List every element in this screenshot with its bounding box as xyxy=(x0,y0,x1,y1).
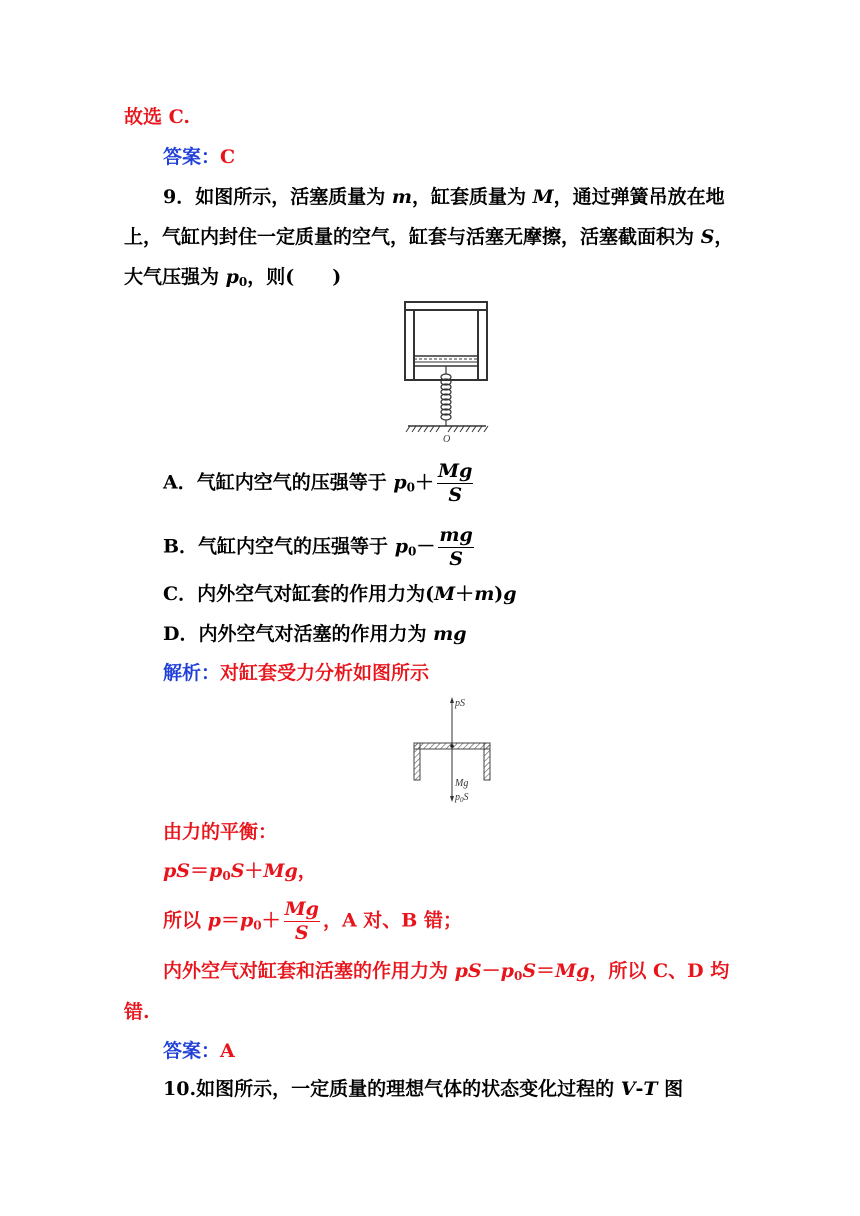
option-a-p: p xyxy=(393,471,407,494)
option-c-close: ) xyxy=(494,583,504,605)
q9-text: ，则( ) xyxy=(247,266,342,288)
eq2-equals: ＝ xyxy=(220,909,240,932)
q10-number: 10 xyxy=(163,1078,190,1100)
arrowhead-up xyxy=(450,697,454,703)
p0s-s: S xyxy=(463,792,469,803)
fraction-denominator: S xyxy=(294,922,309,944)
q9-subscript: 0 xyxy=(238,275,248,289)
answer-label: 答案： xyxy=(163,1040,221,1062)
equation-1 xyxy=(163,862,317,881)
cylinder-spring-figure xyxy=(400,298,492,446)
concl-tail: ，所以 C、D 均 xyxy=(589,960,730,982)
q9-answer xyxy=(163,1042,235,1061)
option-c-text: C．内外空气对缸套的作用力为( xyxy=(163,583,435,605)
option-c-M: M xyxy=(434,583,456,605)
arrowhead-down xyxy=(450,796,454,802)
option-a-fraction xyxy=(437,462,473,505)
concl-ps: pS xyxy=(454,960,482,982)
option-b-text: B．气缸内空气的压强等于 xyxy=(163,535,395,558)
eq1-mg: Mg xyxy=(263,860,298,882)
center-point xyxy=(450,744,454,748)
q9-var-S: S xyxy=(700,226,715,248)
concl-equals: ＝ xyxy=(536,960,556,982)
ground-hatch xyxy=(406,426,488,432)
q9-text: ，通过弹簧吊放在地 xyxy=(553,186,725,208)
eq2-suffix: ，A 对、B 错； xyxy=(322,909,462,932)
concl-p: p xyxy=(500,960,514,982)
concl-sub: 0 xyxy=(513,969,523,983)
q9-stem-line1 xyxy=(163,188,735,207)
q9-text: ．如图所示，活塞质量为 xyxy=(176,186,392,208)
option-b-p: p xyxy=(394,535,408,558)
option-d-text: D．内外空气对活塞的作用力为 xyxy=(163,623,434,645)
force-label-ps: pS xyxy=(455,698,465,709)
q10-var-t: T xyxy=(643,1078,658,1100)
eq1-p: p xyxy=(209,860,223,882)
option-a xyxy=(163,462,476,505)
eq2-fraction xyxy=(284,900,320,943)
figure-origin-label: O xyxy=(443,434,451,445)
analysis-label: 解析： xyxy=(163,662,221,684)
option-b xyxy=(163,526,477,569)
p0s-sub: 0 xyxy=(460,796,464,804)
fraction-numerator: Mg xyxy=(438,460,473,482)
force-label-p0s xyxy=(454,792,469,804)
concl-text: 内外空气对缸套和活塞的作用力为 xyxy=(163,960,455,982)
fraction-numerator: Mg xyxy=(284,898,319,920)
q9-var-m: m xyxy=(391,186,412,208)
option-b-op: － xyxy=(416,535,436,558)
option-d xyxy=(163,625,466,644)
conclusion-line2: 错. xyxy=(124,1001,150,1023)
conclusion-line1 xyxy=(163,962,729,981)
eq1-sub: 0 xyxy=(222,869,231,883)
spring xyxy=(441,366,451,426)
piston xyxy=(414,356,478,366)
force-diagram xyxy=(410,694,494,806)
q9-stem-line2 xyxy=(124,228,733,247)
eq2-prefix: 所以 xyxy=(163,909,208,932)
option-b-sub: 0 xyxy=(407,544,417,559)
option-d-value: mg xyxy=(433,623,467,645)
answer-label: 答案： xyxy=(163,146,221,168)
answer-value: A xyxy=(220,1040,235,1062)
q9-var-p: p xyxy=(225,266,239,288)
analysis-intro-text: 对缸套受力分析如图所示 xyxy=(220,662,430,684)
concl-mg: Mg xyxy=(555,960,590,982)
option-a-sub: 0 xyxy=(406,480,416,495)
eq2-plus: ＋ xyxy=(261,909,281,932)
option-a-text: A．气缸内空气的压强等于 xyxy=(163,471,394,494)
eq1-plus: ＋ xyxy=(244,860,264,882)
eq1-ps: pS xyxy=(163,860,191,882)
balance-title: 由力的平衡： xyxy=(163,821,278,843)
q9-text: 上，气缸内封住一定质量的空气，缸套与活塞无摩擦，活塞截面积为 xyxy=(124,226,701,248)
concl-minus: － xyxy=(481,960,501,982)
option-a-op: ＋ xyxy=(415,471,435,494)
option-c-g: g xyxy=(503,583,517,605)
q9-stem-line3 xyxy=(124,268,341,287)
q9-var-M: M xyxy=(532,186,554,208)
q10-var-v: V xyxy=(620,1078,636,1100)
q9-number: 9 xyxy=(163,186,177,208)
option-c-m: m xyxy=(474,583,495,605)
q10-dash: - xyxy=(635,1078,644,1100)
q9-text: 大气压强为 xyxy=(124,266,226,288)
fraction-denominator: S xyxy=(449,548,463,570)
eq1-s: S xyxy=(230,860,245,882)
q10-text: .如图所示，一定质量的理想气体的状态变化过程的 xyxy=(189,1078,621,1100)
q10-stem xyxy=(163,1080,683,1099)
fraction-denominator: S xyxy=(448,484,463,506)
q10-text: 图 xyxy=(657,1078,684,1100)
prev-conclusion: 故选 C. xyxy=(124,106,191,128)
analysis-intro xyxy=(163,664,429,683)
equation-2 xyxy=(163,900,462,943)
prev-answer xyxy=(163,148,235,167)
eq1-end: ， xyxy=(297,860,317,882)
eq2-p: p xyxy=(207,909,221,932)
eq2-p0: p xyxy=(239,909,254,932)
p0s-p: p xyxy=(455,792,460,803)
option-c-plus: ＋ xyxy=(455,583,475,605)
eq1-equals: ＝ xyxy=(190,860,210,882)
force-label-mg: Mg xyxy=(455,778,469,789)
q9-text: ，缸套质量为 xyxy=(411,186,533,208)
q9-text: ， xyxy=(714,226,734,248)
fraction-numerator: mg xyxy=(439,524,473,546)
concl-s: S xyxy=(522,960,537,982)
answer-value: C xyxy=(220,146,236,168)
option-c xyxy=(163,585,517,604)
option-b-fraction xyxy=(438,526,473,569)
eq2-sub: 0 xyxy=(253,918,262,933)
